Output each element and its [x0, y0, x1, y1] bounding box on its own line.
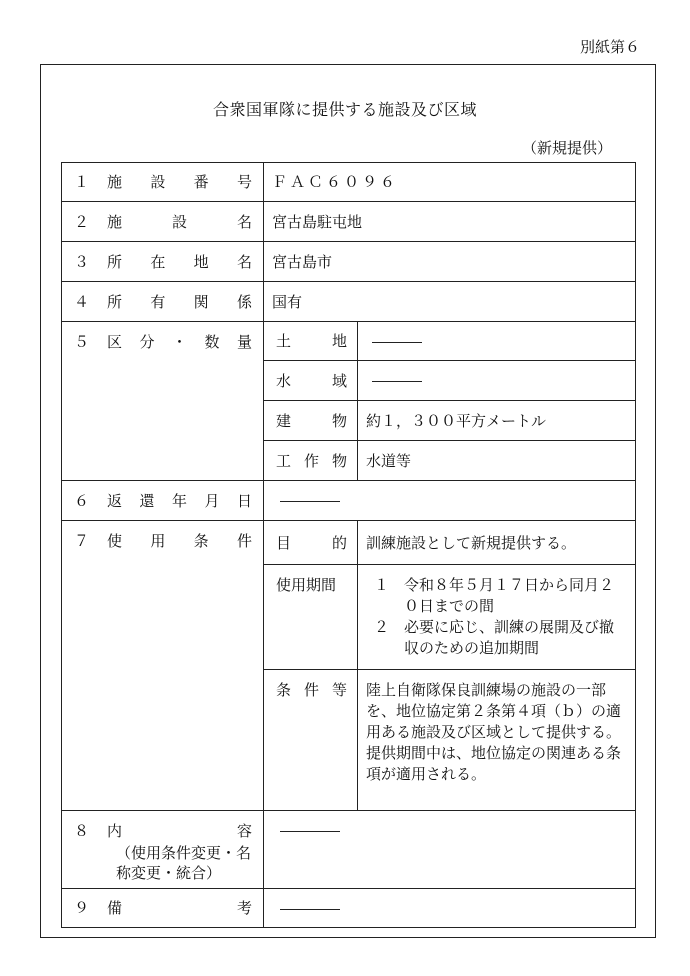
label-char: 号 [236, 173, 252, 191]
row-classification-land [62, 322, 636, 361]
remarks-value-cell [264, 889, 636, 928]
label-char: 条 [193, 532, 209, 550]
row-facility-name [62, 202, 636, 242]
empty-dash [280, 909, 340, 910]
label-char: 設 [171, 212, 187, 231]
row-label [107, 898, 252, 918]
label-char: 容 [236, 822, 252, 840]
item-number: １ [374, 576, 390, 594]
row-ownership [62, 282, 636, 322]
land-value-cell [358, 322, 636, 361]
label-char: 域 [331, 371, 347, 390]
structure-label-cell [264, 441, 358, 481]
row-label [107, 292, 252, 312]
empty-dash [280, 831, 340, 832]
label-char: 作 [303, 451, 319, 470]
row-number: ９ [74, 899, 90, 917]
label-char: 在 [150, 252, 166, 271]
label-char: 工 [276, 451, 292, 470]
attachment-number: 別紙第６ [580, 38, 641, 56]
label-char: 数 [204, 333, 220, 351]
label-char: 件 [303, 681, 319, 699]
label-char: 備 [107, 899, 123, 917]
row-label-cell [62, 202, 264, 242]
label-char: 土 [276, 332, 292, 350]
label-char: 施 [107, 212, 123, 231]
structure-label [264, 451, 357, 471]
label-char: 日 [236, 491, 252, 510]
conditions-label [264, 670, 357, 700]
water-value-cell [358, 361, 636, 401]
period-label: 使用期間 [276, 576, 337, 594]
label-char: 番 [193, 173, 209, 191]
row-label-cell [62, 811, 264, 889]
label-char: 水 [276, 371, 292, 390]
label-char: 量 [236, 333, 252, 351]
label-char: 関 [193, 292, 209, 311]
period-item [366, 575, 627, 617]
row-location [62, 242, 636, 282]
row-remarks [62, 889, 636, 928]
land-label-cell [264, 322, 358, 361]
row-label-cell [62, 889, 264, 928]
label-char: 物 [331, 451, 347, 470]
label-char: 条 [276, 681, 292, 699]
label-char: 係 [236, 292, 252, 311]
water-label [264, 371, 357, 391]
label-char: 等 [331, 681, 347, 699]
document-title: 合衆国軍隊に提供する施設及び区域 [212, 100, 477, 119]
row-contents [62, 811, 636, 889]
label-char: 年 [171, 491, 187, 510]
provision-type: （新規提供） [522, 139, 613, 157]
row-label [107, 172, 252, 192]
row-number: ４ [74, 292, 90, 311]
label-char: 地 [331, 332, 347, 350]
purpose-label [264, 533, 357, 553]
facility-name-value: 宮古島駐屯地 [264, 202, 636, 242]
land-label [264, 331, 357, 351]
period-value-cell [358, 565, 636, 670]
label-char: 名 [236, 252, 252, 271]
row-usage-purpose [62, 521, 636, 565]
row-number: ５ [74, 333, 90, 351]
row-label-cell [62, 242, 264, 282]
row-number: ２ [74, 212, 90, 231]
label-char: 有 [150, 292, 166, 311]
contents-sublabel: （使用条件変更・名称変更・統合） [116, 844, 252, 882]
label-char: 所 [107, 292, 123, 311]
row-label [107, 821, 252, 841]
label-char: 物 [331, 411, 347, 430]
row-facility-number [62, 163, 636, 202]
label-char: ・ [171, 333, 187, 351]
building-label [264, 411, 357, 431]
row-label-cell [62, 322, 264, 481]
row-label-cell [62, 282, 264, 322]
label-char: 区 [107, 333, 123, 351]
label-char: 使 [107, 532, 123, 550]
purpose-value: 訓練施設として新規提供する。 [358, 521, 636, 565]
building-label-cell [264, 401, 358, 441]
label-char: 内 [107, 822, 123, 840]
location-value: 宮古島市 [264, 242, 636, 282]
item-text: 令和８年５月１７日から同月２０日までの間 [404, 576, 615, 615]
facility-table [61, 162, 636, 928]
period-item [366, 617, 627, 659]
row-label-cell [62, 521, 264, 811]
label-char: 名 [236, 212, 252, 231]
contents-value-cell [264, 811, 636, 889]
row-number: ３ [74, 252, 90, 271]
empty-dash [372, 381, 422, 382]
row-label [107, 332, 252, 352]
row-number: ６ [74, 491, 90, 510]
building-value: 約１，３００平方メートル [358, 401, 636, 441]
water-label-cell [264, 361, 358, 401]
row-number: １ [74, 173, 90, 191]
row-label [107, 531, 252, 551]
empty-dash [280, 501, 340, 502]
label-char: 設 [150, 173, 166, 191]
row-number: ７ [74, 532, 90, 550]
conditions-label-cell [264, 670, 358, 811]
label-char: 施 [107, 173, 123, 191]
label-char: 目 [276, 533, 292, 552]
label-char: 所 [107, 252, 123, 271]
label-char: 分 [139, 333, 155, 351]
empty-dash [372, 342, 422, 343]
return-date-value-cell [264, 481, 636, 521]
ownership-value: 国有 [264, 282, 636, 322]
purpose-label-cell [264, 521, 358, 565]
item-number: ２ [374, 618, 390, 636]
row-number: ８ [74, 822, 90, 840]
row-label-cell [62, 481, 264, 521]
label-char: 件 [236, 532, 252, 550]
row-label [107, 212, 252, 232]
facility-number-value: ＦＡＣ６０９６ [264, 163, 636, 202]
label-char: 地 [193, 252, 209, 271]
label-char: 建 [276, 411, 292, 430]
row-return-date [62, 481, 636, 521]
label-char: 的 [331, 533, 347, 552]
item-text: 必要に応じ、訓練の展開及び撤収のための追加期間 [404, 618, 615, 657]
period-label-cell [264, 565, 358, 670]
label-char: 用 [150, 532, 166, 550]
label-char: 月 [204, 491, 220, 510]
row-label-cell [62, 163, 264, 202]
row-label [107, 491, 252, 511]
structure-value: 水道等 [358, 441, 636, 481]
conditions-value: 陸上自衛隊保良訓練場の施設の一部を、地位協定第２条第４項（ｂ）の適用ある施設及び区域として提供する。提供期間中は、地位協定の関連ある条項が適用される。 [358, 670, 636, 811]
label-char: 還 [139, 491, 155, 510]
label-char: 返 [107, 491, 123, 510]
row-label [107, 252, 252, 272]
label-char: 考 [236, 899, 252, 917]
